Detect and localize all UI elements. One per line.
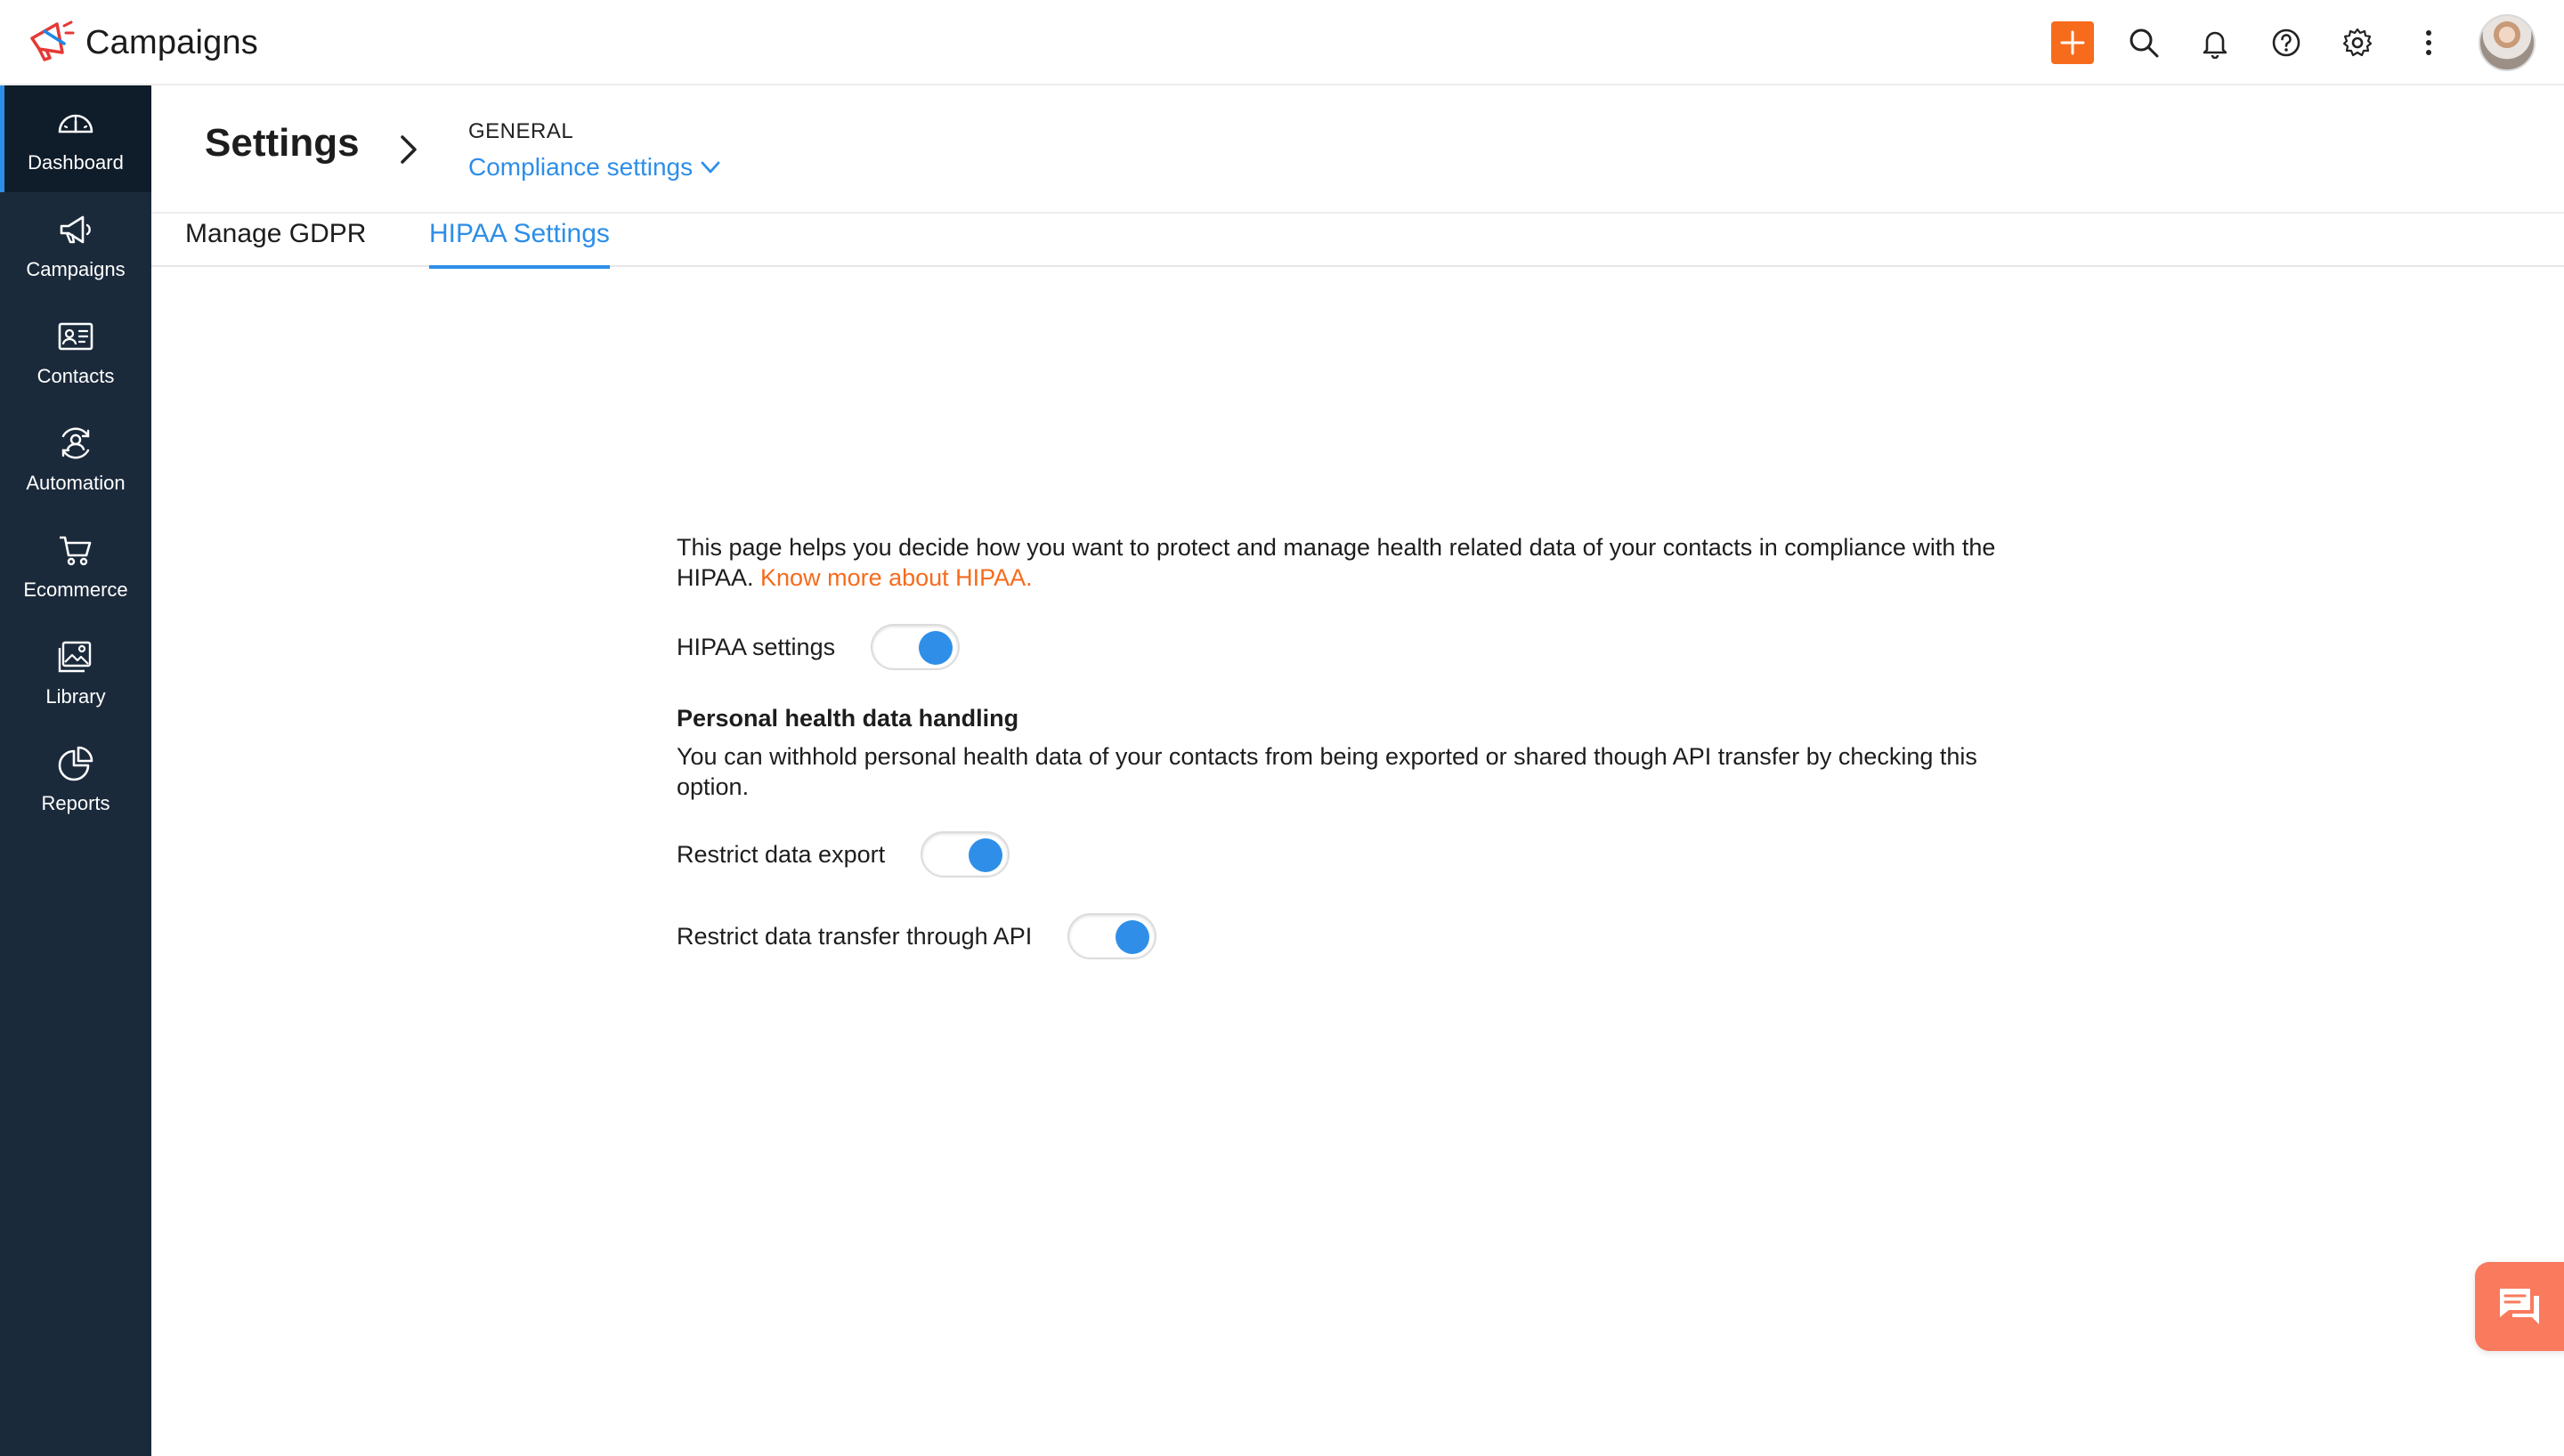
restrict-api-label: Restrict data transfer through API (677, 922, 1033, 950)
search-button-2[interactable] (2122, 21, 2165, 64)
compliance-settings-dropdown[interactable] (468, 153, 723, 182)
restrict-api-toggle[interactable] (1067, 913, 1156, 959)
restrict-export-toggle[interactable] (921, 831, 1010, 878)
add-icon (2057, 28, 2088, 58)
breadcrumb (468, 119, 723, 182)
hipaa-settings-label: HIPAA settings (677, 633, 836, 660)
tab-hipaa-settings[interactable]: HIPAA Settings (429, 214, 610, 267)
megaphone-icon (56, 210, 95, 249)
app-title: Campaigns (85, 23, 259, 61)
sidebar-item-label: Ecommerce (23, 578, 128, 601)
contact-card-icon (56, 317, 95, 356)
chat-button[interactable] (2475, 1262, 2564, 1351)
cart-icon (56, 530, 95, 570)
brand[interactable] (27, 16, 258, 69)
know-more-hipaa-link[interactable]: Know more about HIPAA. (760, 564, 1033, 591)
top-header (0, 0, 2564, 85)
sidebar-item-reports[interactable] (0, 726, 151, 833)
sidebar-item-automation[interactable] (0, 406, 151, 513)
sidebar-item-label: Campaigns (26, 258, 126, 280)
restrict-export-row (677, 830, 2048, 878)
chevron-right-icon (392, 128, 427, 171)
gear-icon (2341, 27, 2373, 59)
user-avatar[interactable] (2479, 14, 2536, 71)
chevron-down-icon (698, 155, 723, 180)
sidebar-item-dashboard[interactable] (0, 85, 151, 192)
dashboard-gauge-icon (56, 103, 95, 142)
intro-text: This page helps you decide how you want to protect and manage health related data of your contacts in compliance with the HIPAA. (677, 534, 1996, 591)
chat-icon (2496, 1285, 2543, 1328)
sidebar-item-label: Automation (26, 472, 126, 494)
settings-tabs (151, 214, 2564, 267)
breadcrumb-current-label: Compliance settings (468, 153, 694, 181)
more-vertical-icon (2413, 27, 2445, 59)
sidebar-item-library[interactable] (0, 619, 151, 726)
restrict-export-label: Restrict data export (677, 840, 886, 868)
campaigns-logo-icon (27, 19, 75, 67)
toggle-knob (1116, 920, 1149, 954)
image-library-icon (56, 637, 95, 676)
page-header (151, 85, 2564, 214)
more-options-button[interactable] (2407, 21, 2450, 64)
sidebar-item-label: Reports (41, 792, 110, 814)
pie-chart-icon (56, 744, 95, 783)
section-description: You can withhold personal health data of your contacts from being exported or shared though API transfer by checking this option. (677, 743, 1977, 800)
sidebar-item-ecommerce[interactable] (0, 513, 151, 619)
toggle-knob (919, 631, 953, 665)
help-icon (2270, 27, 2302, 59)
hipaa-settings-toggle[interactable] (871, 624, 960, 670)
sidebar-item-label: Library (45, 685, 106, 708)
automation-icon (56, 424, 95, 463)
settings-button[interactable] (2336, 21, 2379, 64)
search-icon (2128, 27, 2160, 59)
sidebar-item-label: Dashboard (28, 151, 124, 174)
restrict-api-row (677, 912, 2048, 960)
sidebar-item-label: Contacts (37, 365, 115, 387)
bell-icon (2199, 27, 2231, 59)
hipaa-settings-row (677, 623, 2048, 671)
intro-paragraph (677, 532, 2048, 593)
section-title: Personal health data handling (677, 705, 1019, 732)
breadcrumb-group-label: GENERAL (468, 119, 574, 143)
sidebar (0, 85, 151, 1456)
notifications-button-2[interactable] (2194, 21, 2236, 64)
add-button[interactable] (2051, 21, 2094, 64)
tab-manage-gdpr[interactable]: Manage GDPR (185, 219, 367, 248)
hipaa-settings-panel (677, 532, 2048, 960)
sidebar-item-campaigns[interactable] (0, 192, 151, 299)
page-title: Settings (205, 121, 360, 165)
sidebar-item-contacts[interactable] (0, 299, 151, 406)
help-button[interactable] (2265, 21, 2308, 64)
toggle-knob (969, 838, 1002, 872)
